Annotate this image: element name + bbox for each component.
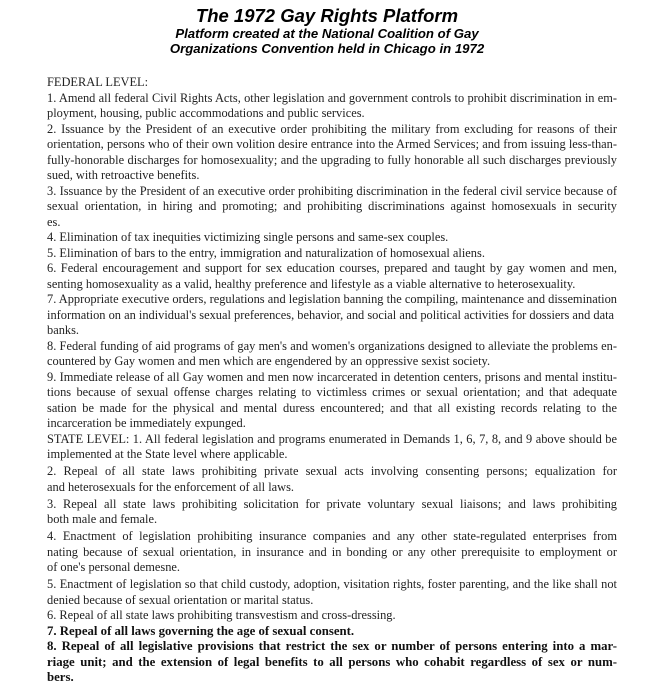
federal-item-9 [47, 370, 617, 432]
item-line: bers. [47, 670, 74, 684]
item-line: senting homosexuality as a valid, healthy preference and lifestyle as a viable alternative to heterosexuality. [47, 276, 576, 291]
item-line: of one's personal demesne. [47, 560, 180, 574]
item-line: tions because of sexual offense charges relating to victimless crimes or sexual orientation; and that adequate [47, 385, 617, 399]
federal-item-4 [47, 230, 617, 246]
item-line: 3. Issuance by the President of an executive order prohibiting discrimination in the federal civil service because of [47, 183, 617, 198]
item-line: 4. Elimination of tax inequities victimizing single persons and same-sex couples. [47, 230, 449, 244]
item-line: 1. Amend all federal Civil Rights Acts, other legislation and government controls to prohibit discrimination in em- [47, 90, 617, 105]
item-line: orientation, persons who of their own volition desire entrance into the Armed Services; and from issuing less-than- [47, 137, 617, 151]
item-line: banks. [47, 323, 80, 337]
federal-item-1 [47, 91, 617, 122]
federal-item-2 [47, 122, 617, 184]
item-line: 2. Issuance by the President of an executive order prohibiting the military from excluding for reasons of their [47, 121, 617, 136]
platform-body [47, 75, 617, 686]
item-line: information on an individual's sexual preferences, behavior, and social and political activities for dossiers and data [47, 307, 615, 322]
state-item-5 [47, 577, 617, 608]
federal-item-6 [47, 261, 617, 292]
item-line: fully-honorable discharges for homosexuality; and the upgrading to fully honorable all such discharges previously [47, 152, 617, 167]
item-line: ployment, housing, public accommodations and public services. [47, 106, 365, 120]
subtitle-line-1: Platform created at the National Coalition of Gay [175, 26, 479, 41]
item-line: sexual orientation, in hiring and promoting; and prohibiting discriminations against homosexuals in security [47, 199, 617, 213]
federal-item-3 [47, 184, 617, 231]
item-line: sation be made for the physical and mental duress encountered; and that all existing records relating to the [47, 400, 617, 415]
item-line: es. [47, 214, 61, 229]
federal-item-7 [47, 292, 617, 339]
item-line: 5. Elimination of bars to the entry, immigration and naturalization of homosexual aliens. [47, 245, 485, 260]
item-line: incarceration be immediately expunged. [47, 416, 246, 430]
item-line: 2. Repeal of all state laws prohibiting private sexual acts involving consenting persons; equalization for [47, 464, 617, 478]
federal-item-5 [47, 246, 617, 262]
state-item-3 [47, 497, 617, 528]
item-line: 4. Enactment of legislation prohibiting insurance companies and any other state-regulated enterprises from [47, 529, 617, 543]
item-line: sued, with retroactive benefits. [47, 168, 200, 182]
state-item-8 [47, 639, 617, 686]
state-item-1 [47, 432, 617, 463]
item-line: 7. Repeal of all laws governing the age of sexual consent. [47, 623, 355, 638]
document-header [0, 6, 654, 56]
page-title: The 1972 Gay Rights Platform [195, 5, 459, 26]
item-line: 9. Immediate release of all Gay women and men now incarcerated in detention centers, prisons and mental institu- [47, 369, 617, 384]
item-line: 7. Appropriate executive orders, regulations and legislation banning the compiling, maintenance and dissemination [47, 292, 617, 306]
item-line: and heterosexuals for the enforcement of all laws. [47, 479, 295, 494]
state-item-4 [47, 529, 617, 576]
item-line: implemented at the State level where applicable. [47, 447, 288, 461]
federal-item-8 [47, 339, 617, 370]
state-item-2 [47, 464, 617, 495]
item-line: 6. Repeal of all state laws prohibiting transvestism and cross-dressing. [47, 608, 396, 622]
item-line: 3. Repeal all state laws prohibiting solicitation for private voluntary sexual liaisons; and laws prohibiting [47, 496, 617, 511]
item-line: riage unit; and the extension of legal benefits to all persons who cohabit regardless of sex or num- [47, 654, 617, 669]
subtitle-line-2: Organizations Convention held in Chicago in 1972 [169, 41, 485, 56]
state-item-7 [47, 624, 617, 640]
item-line: 8. Repeal of all legislative provisions that restrict the sex or number of persons entering into a mar- [47, 639, 617, 653]
item-line: denied because of sexual orientation or marital status. [47, 592, 314, 607]
item-line: nating because of sexual orientation, in insurance and in bonding or any other prerequisite to employment or [47, 544, 617, 559]
item-line: 6. Federal encouragement and support for sex education courses, prepared and taught by gay women and men, [47, 261, 617, 275]
item-line: both male and female. [47, 512, 158, 526]
item-line: countered by Gay women and men which are engendered by an oppressive sexist society. [47, 354, 491, 368]
item-line: 5. Enactment of legislation so that child custody, adoption, visitation rights, foster parenting, and the like shall not [47, 577, 617, 591]
state-item-6 [47, 608, 617, 624]
federal-heading: FEDERAL LEVEL: [47, 75, 149, 89]
item-line: 8. Federal funding of aid programs of gay men's and women's organizations designed to alleviate the problems en- [47, 338, 617, 353]
item-line: STATE LEVEL: 1. All federal legislation and programs enumerated in Demands 1, 6, 7, 8, and 9 above should be [47, 431, 617, 446]
